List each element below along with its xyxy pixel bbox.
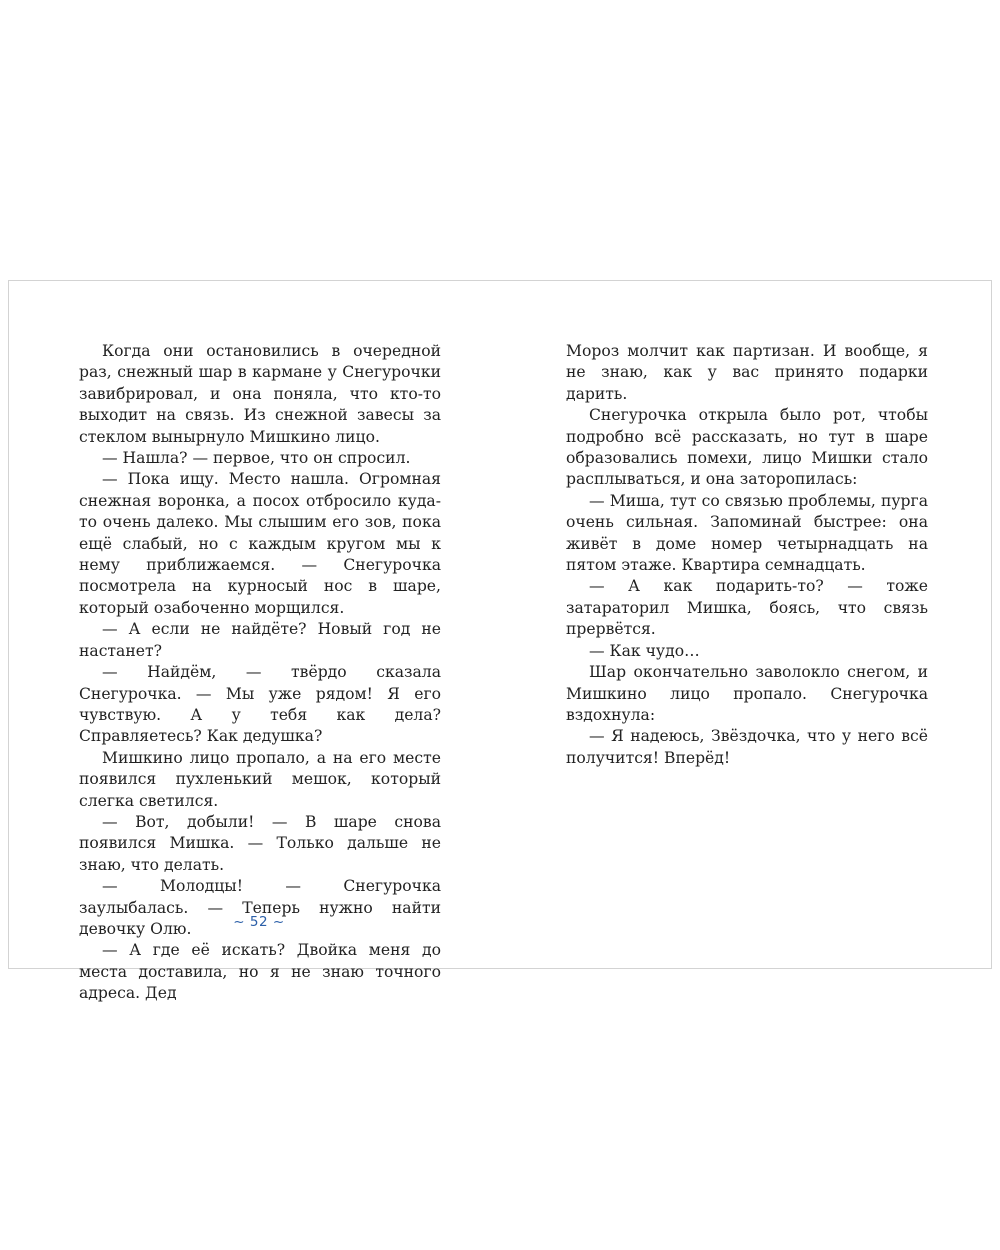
paragraph: Мишкино лицо пропало, а на его месте появился пухленький мешок, который слегка светился. [79, 748, 441, 810]
paragraph: Когда они остановились в очередной раз, снежный шар в кармане у Снегурочки завибрировал, и она поняла, что кто-то выходит на связь. Из снежной завесы за стеклом вынырнуло Мишкино лицо. [79, 342, 441, 446]
paragraph: — Найдём, — твёрдо сказала Снегурочка. — Мы уже рядом! Я его чувствую. А у тебя как дела? Справляетесь? Как дедушка? [79, 663, 441, 746]
paragraph: — А как подарить-то? — тоже затараторил Мишка, боясь, что связь прервётся. [566, 577, 928, 639]
paragraph: Шар окончательно заволокло снегом, и Мишкино лицо пропало. Снегурочка вздохнула: [566, 663, 928, 724]
paragraph-continuation: Мороз молчит как партизан. И вообще, я не знаю, как у вас принято подарки дарить. [566, 342, 928, 403]
paragraph: — Как чудо… [589, 641, 700, 660]
paragraph: — А где её искать? Двойка меня до места доставила, но я не знаю точного адреса. Дед [79, 941, 441, 1003]
book-spread [8, 280, 992, 1003]
paragraph: — А если не найдёте? Новый год не настанет? [79, 620, 441, 660]
paragraph: — Пока ищу. Место нашла. Огромная снежная воронка, а посох отбросило куда-то очень далеко. Мы слышим его зов, пока ещё слабый, но с каждым кругом мы к нему приближаемся. — Снегурочка посмотрела на курносый нос в шаре, который озабоченно морщился. [79, 470, 441, 617]
paragraph: — Нашла? — первое, что он спросил. [102, 449, 411, 468]
page-number: ~ 52 ~ [233, 914, 285, 930]
paragraph: Снегурочка открыла было рот, чтобы подробно всё рассказать, но тут в шаре образовались помехи, лицо Мишки стало расплываться, и она заторопилась: [566, 406, 928, 489]
paragraph: — Вот, добыли! — В шаре снова появился Мишка. — Только дальше не знаю, что делать. [79, 812, 441, 874]
right-page-text [566, 341, 928, 769]
left-page-text [79, 341, 441, 1005]
paragraph: — Миша, тут со связью проблемы, пурга очень сильная. Запоминай быстрее: она живёт в доме номер четырнадцать на пятом этаже. Квартира семнадцать. [566, 491, 928, 575]
paragraph: — Я надеюсь, Звёздочка, что у него всё получится! Вперёд! [566, 727, 928, 767]
paragraph: — Молодцы! — Снегурочка заулыбалась. — Теперь нужно найти девочку Олю. [79, 877, 441, 938]
